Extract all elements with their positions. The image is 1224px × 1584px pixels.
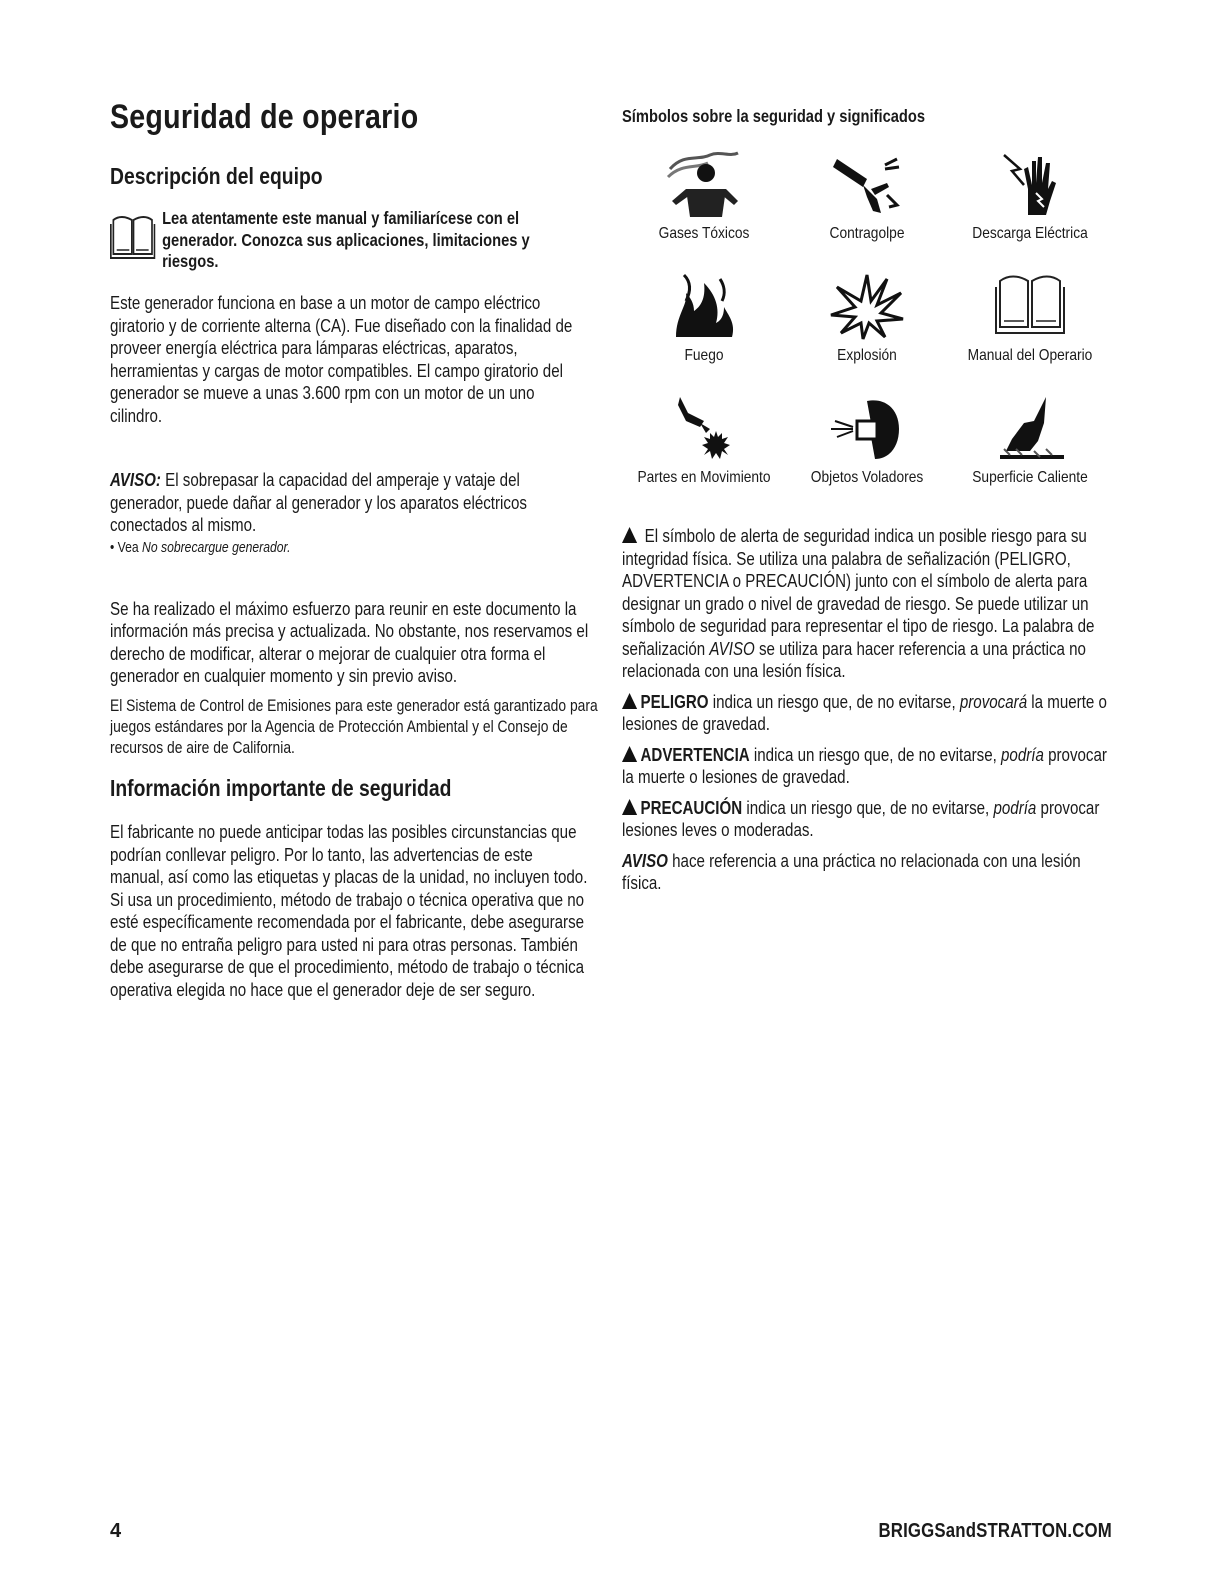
peligro-paragraph [622,691,1109,736]
open-book-icon [110,212,155,260]
advertencia-end: provocar la muerte o lesiones de gravedad. [622,744,1107,787]
signal-words-block [622,525,1107,895]
precaucion-word: PRECAUCIÓN [640,797,743,818]
symbol-explosion [785,271,949,365]
symbol-label: Objetos Voladores [810,469,924,486]
precaucion-text: indica un riesgo que, de no evitarse, [742,797,994,818]
symbol-label: Contragolpe [829,225,905,242]
alert-symbol-paragraph [622,525,1109,683]
manual-note [110,208,530,280]
symbol-operator-manual [948,271,1112,365]
alert-text-end: se utiliza para hacer referencia a una práctica no relacionada con una lesión física. [622,638,1086,681]
page-title: Seguridad de operario [110,98,419,136]
aviso-label: AVISO: [110,470,161,490]
symbol-label: Superficie Caliente [972,469,1088,486]
emissions-note: El Sistema de Control de Emisiones para este generador está garantizado para juegos estándares por la Agencia de Protección Ambiental y el Consejo de recursos de aire de California. [110,696,598,757]
alert-triangle-icon [622,527,637,543]
symbol-moving-parts [622,393,786,487]
equipment-description: Este generador funciona en base a un motor de campo eléctrico giratorio y de corriente alterna (CA). Fue diseñado con la finalidad de proveer energía eléctrica para lámparas eléctricas, aparatos, herramientas y cargas de motor compatibles. El campo giratorio del generador se mueve a unas 3.600 rpm con un motor de un uno cilindro. [110,293,573,426]
advertencia-emphasis: podría [1001,744,1044,765]
explosion-icon [827,271,907,341]
advertencia-text: indica un riesgo que, de no evitarse, [749,744,1002,765]
right-column [622,98,1112,895]
see-reference-bullet [110,539,589,558]
alert-aviso-word: AVISO [709,638,755,659]
precaucion-paragraph [622,797,1109,842]
symbol-label: Fuego [684,347,724,364]
symbol-kickback [785,149,949,243]
aviso-definition-text: hace referencia a una práctica no relacionada con una lesión física. [622,850,1081,893]
symbol-label: Manual del Operario [967,347,1093,364]
operator-manual-icon [990,271,1070,341]
fire-icon [664,271,744,341]
symbol-label: Gases Tóxicos [658,225,750,242]
advertencia-paragraph [622,744,1109,789]
peligro-end: la muerte o lesiones de gravedad. [622,691,1107,734]
section-title-safety-info: Información importante de seguridad [110,775,452,801]
symbol-electric-shock [948,149,1112,243]
toxic-gas-icon [664,149,744,219]
aviso-word: AVISO [622,850,668,871]
bullet-reference: No sobrecargue generador. [142,539,291,556]
symbol-fire [622,271,786,365]
manual-note-text: Lea atentamente este manual y familiarícese con el generador. Conozca sus aplicaciones, limitaciones y riesgos. [162,208,530,271]
section-title-equipment: Descripción del equipo [110,163,323,189]
advertencia-word: ADVERTENCIA [640,744,750,765]
symbol-grid [622,149,1112,519]
alert-text: El símbolo de alerta de seguridad indica un posible riesgo para su integridad física. Se utiliza una palabra de señalización (PELIGRO, ADVERTENCIA o PRECAUCIÓN) junto con el símbolo de alerta para designar un grado o nivel de gravedad de riesgo. Se puede utilizar un símbolo de seguridad para representar el tipo de riesgo. La palabra de señalización [622,526,1095,659]
precaucion-end: provocar lesiones leves o moderadas. [622,797,1100,840]
hot-surface-icon [990,393,1070,463]
symbol-hot-surface [948,393,1112,487]
symbols-title: Símbolos sobre la seguridad y significados [622,106,926,126]
precaucion-emphasis: podría [993,797,1037,818]
symbol-flying-objects [785,393,949,487]
electric-shock-icon [990,149,1070,219]
left-column [110,98,598,1001]
peligro-emphasis: provocará [959,691,1028,712]
bullet-prefix: • Vea [110,539,143,556]
moving-parts-icon [664,393,744,463]
symbol-label: Descarga Eléctrica [972,225,1088,242]
symbol-label: Partes en Movimiento [637,469,771,486]
alert-triangle-icon [622,746,637,762]
website-link[interactable]: BRIGGSandSTRATTON.COM [878,1520,1112,1542]
alert-triangle-icon [622,799,637,815]
flying-objects-icon [827,393,907,463]
update-note: Se ha realizado el máximo esfuerzo para reunir en este documento la información más precisa y actualizada. No obstante, nos reservamos el derecho de modificar, alterar o mejorar de cualquier otra forma el generador en cualquier momento y sin previo aviso. [110,598,589,686]
kickback-icon [827,149,907,219]
symbol-label: Explosión [837,347,897,364]
symbol-toxic-gas [622,149,786,243]
page-number: 4 [110,1520,122,1542]
peligro-text: indica un riesgo que, de no evitarse, [708,691,960,712]
aviso-paragraph [110,469,589,537]
peligro-word: PELIGRO [640,691,709,712]
left-column-content [110,98,598,1001]
alert-triangle-icon [622,693,637,709]
aviso-definition-paragraph [622,850,1109,895]
manufacturer-note: El fabricante no puede anticipar todas las posibles circunstancias que podrían conllevar peligro. Por lo tanto, las advertencias de este manual, así como las etiquetas y placas de la unidad, no incluyen todo. Si usa un procedimiento, método de trabajo o técnica operativa que no esté específicamente recomendada por el fabricante, debe asegurarse de que no entraña peligro para usted ni para otras personas. También debe asegurarse de que el procedimiento, método de trabajo o técnica operativa elegida no hace que el generador deje de ser seguro. [110,822,588,1000]
aviso-text: El sobrepasar la capacidad del amperaje y vataje del generador, puede dañar al generador y los aparatos eléctricos conectados al mismo. [110,470,527,535]
